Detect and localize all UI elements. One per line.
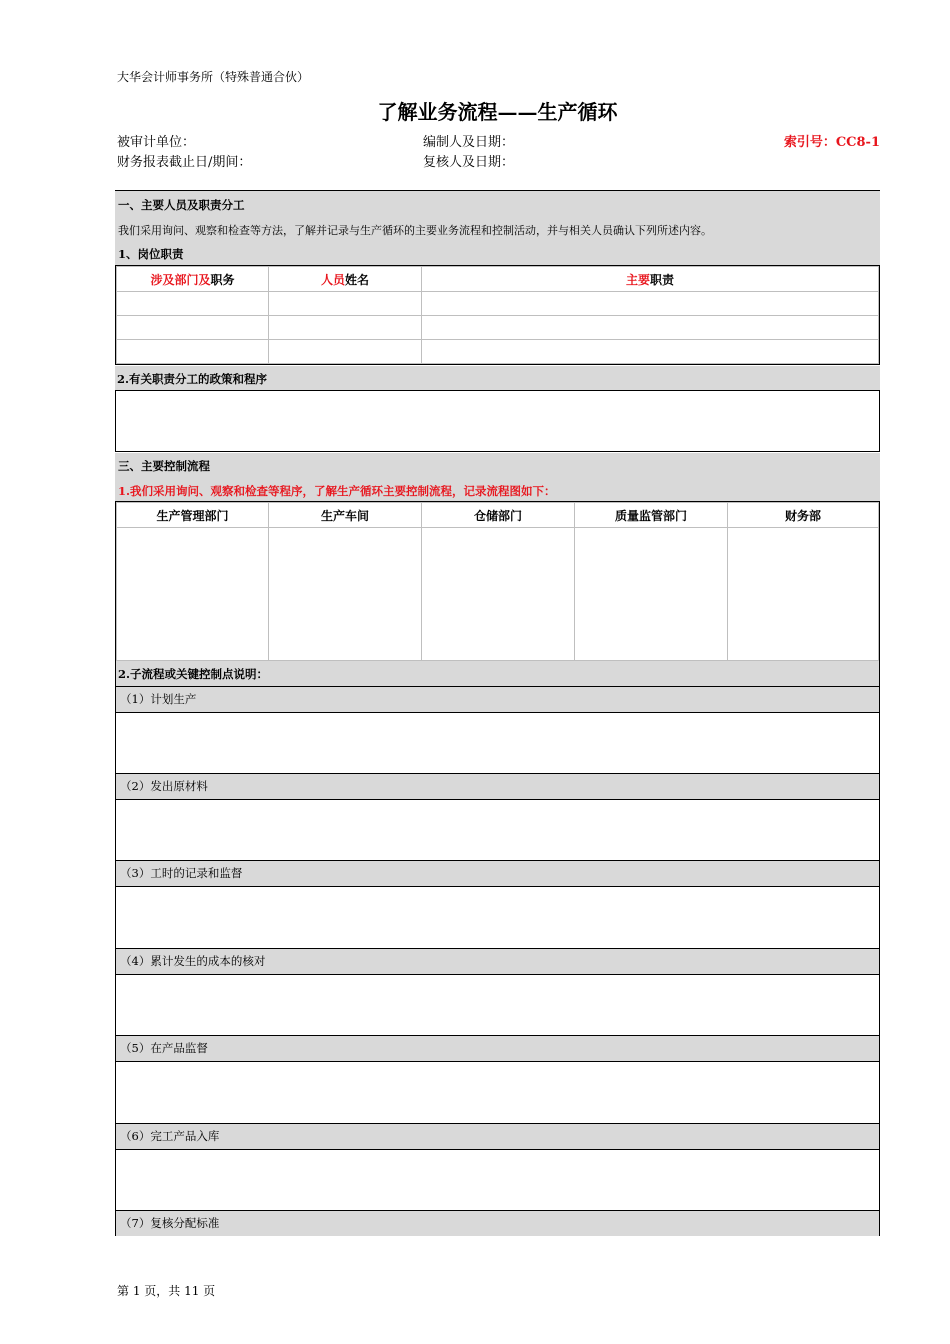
flow-col-workshop: 生产车间	[269, 503, 422, 528]
page-title: 了解业务流程——生产循环	[377, 100, 618, 124]
section1-header-block	[115, 190, 880, 266]
subprocess-label-1: （1）计划生产	[116, 686, 879, 713]
responsibility-header-row	[117, 267, 879, 292]
section1-heading: 一、主要人员及职责分工	[118, 198, 245, 212]
col-header-duty: 主要职责	[422, 267, 879, 292]
firm-name: 大华会计师事务所（特殊普通合伙）	[117, 70, 310, 84]
table-cell[interactable]	[422, 292, 879, 316]
flowchart-header-row	[117, 503, 879, 528]
table-cell[interactable]	[269, 292, 422, 316]
subprocess-input-4[interactable]	[116, 973, 879, 1035]
flow-col-finance: 财务部	[728, 503, 879, 528]
subprocess-input-6[interactable]	[116, 1148, 879, 1210]
reviewer-label: 复核人及日期：	[423, 155, 515, 170]
index-number: 索引号：CC8-1	[783, 135, 880, 150]
audited-unit-label: 被审计单位：	[117, 135, 196, 150]
subprocess-input-1[interactable]	[116, 711, 879, 773]
section3-instruction: 1.我们采用询问、观察和检查等程序，了解生产循环主要控制流程，记录流程图如下：	[118, 484, 556, 498]
flow-col-production-mgmt: 生产管理部门	[117, 503, 269, 528]
table-cell[interactable]	[117, 292, 269, 316]
period-label: 财务报表截止日/期间：	[117, 155, 252, 170]
table-row	[117, 316, 879, 340]
policy-heading-row	[115, 366, 880, 390]
responsibility-table	[115, 265, 880, 365]
policy-heading: 2.有关职责分工的政策和程序	[117, 372, 268, 386]
table-row	[117, 292, 879, 316]
table-cell[interactable]	[269, 316, 422, 340]
col-header-name: 人员姓名	[269, 267, 422, 292]
subprocess-input-2[interactable]	[116, 798, 879, 860]
subprocess-input-5[interactable]	[116, 1060, 879, 1122]
table-cell[interactable]	[422, 316, 879, 340]
subprocess-label-3: （3）工时的记录和监督	[116, 860, 879, 887]
section3-heading: 三、主要控制流程	[118, 459, 210, 473]
subprocess-list	[115, 686, 880, 1236]
flow-cell[interactable]	[269, 528, 422, 661]
flowchart-body-row	[117, 528, 879, 661]
flowchart-table	[115, 501, 880, 662]
subprocess-input-3[interactable]	[116, 885, 879, 947]
section1-intro: 我们采用询问、观察和检查等方法，了解并记录与生产循环的主要业务流程和控制活动，并与相关人员确认下列所述内容。	[118, 224, 712, 237]
table-cell[interactable]	[269, 340, 422, 364]
subprocess-label-7: （7）复核分配标准	[116, 1210, 879, 1236]
preparer-label: 编制人及日期：	[423, 135, 515, 150]
col-header-department: 涉及部门及职务	[117, 267, 269, 292]
section1-sub1: 1、岗位职责	[118, 247, 184, 261]
subprocess-heading: 2.子流程或关键控制点说明：	[118, 667, 269, 681]
subprocess-label-6: （6）完工产品入库	[116, 1123, 879, 1150]
table-cell[interactable]	[117, 340, 269, 364]
table-cell[interactable]	[117, 316, 269, 340]
subprocess-label-2: （2）发出原材料	[116, 773, 879, 800]
subprocess-label-5: （5）在产品监督	[116, 1035, 879, 1062]
flow-col-quality: 质量监管部门	[575, 503, 728, 528]
page-number: 第 1 页，共 11 页	[117, 1284, 216, 1298]
flow-cell[interactable]	[728, 528, 879, 661]
flow-cell[interactable]	[575, 528, 728, 661]
flow-col-warehouse: 仓储部门	[422, 503, 575, 528]
table-row	[117, 340, 879, 364]
flow-cell[interactable]	[117, 528, 269, 661]
policy-input-area[interactable]	[115, 390, 880, 452]
table-cell[interactable]	[422, 340, 879, 364]
flow-cell[interactable]	[422, 528, 575, 661]
subprocess-heading-row	[115, 661, 880, 686]
subprocess-label-4: （4）累计发生的成本的核对	[116, 948, 879, 975]
section3-header-block	[115, 453, 880, 501]
